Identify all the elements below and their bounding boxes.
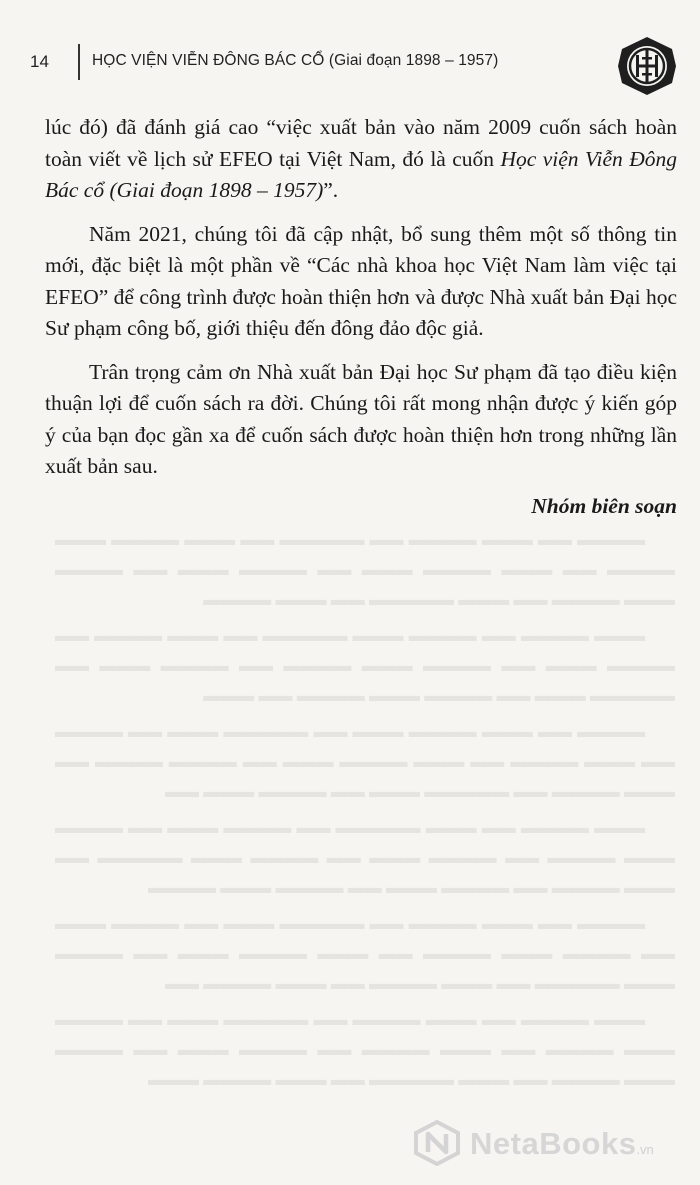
paragraph-1-end: ”. (323, 178, 339, 202)
watermark-brand-name: NetaBooks (470, 1126, 637, 1161)
paragraph-1-text: lúc đó) đã đánh giá cao “việc xuất bản vào năm 2009 cuốn sách hoàn toàn viết về lịch sử EFEO tại Việt Nam, đó là cuốn (45, 115, 677, 171)
paragraph-1 (45, 112, 677, 207)
book-title-citation: Học viện Viễn Đông Bác cổ (Giai đoạn 1898 – 1957) (45, 146, 677, 202)
site-watermark (412, 1118, 692, 1168)
efeo-emblem-icon (616, 35, 678, 97)
running-title: HỌC VIỆN VIỄN ĐÔNG BÁC CỔ (Giai đoạn 1898 – 1957) (92, 52, 499, 69)
paragraph-2: Năm 2021, chúng tôi đã cập nhật, bổ sung thêm một số thông tin mới, đặc biệt là một phần về “Các nhà khoa học Việt Nam làm việc tại EFEO” để công trình được hoàn thiện hơn và được Nhà xuất bản Đại học Sư phạm công bố, giới thiệu đến đông đảo độc giả. (45, 221, 677, 340)
header-divider (78, 44, 80, 80)
signature: Nhóm biên soạn (531, 493, 677, 518)
page-header (0, 0, 700, 100)
netabooks-logo-icon (412, 1120, 462, 1166)
page-number: 14 (30, 52, 49, 71)
bleed-through-texture: ▬▬▬▬ ▬▬ ▬▬▬ ▬▬▬▬ ▬▬ ▬▬▬▬▬ ▬▬ ▬▬▬ ▬▬▬▬ ▬▬▬ ▬▬▬▬ ▬▬ ▬▬▬ ▬▬▬▬ ▬▬▬ ▬▬ ▬▬▬▬ ▬▬▬ ▬▬ ▬▬▬▬ ▬▬▬ ▬▬▬▬ ▬▬ ▬▬▬ ▬▬▬▬▬ ▬▬ ▬▬▬ ▬▬▬▬ ▬▬▬ ▬▬▬▬ ▬▬ ▬▬▬▬ ▬▬▬ ▬▬▬▬▬ ▬▬ ▬▬▬ ▬▬▬▬ ▬▬ ▬▬▬▬ ▬▬▬ ▬▬ ▬▬▬▬ ▬▬▬ ▬▬▬▬ ▬▬ ▬▬▬▬ ▬▬▬ ▬▬ ▬▬▬▬▬ ▬▬▬ ▬▬ ▬▬▬▬ ▬▬▬ ▬▬▬▬ ▬▬ ▬▬▬ ▬▬▬▬ ▬▬ ▬▬▬ ▬▬▬▬ ▬▬▬ ▬▬ ▬▬▬▬▬ ▬▬▬ ▬▬ ▬▬▬▬ ▬▬ ▬▬▬ ▬▬▬▬ ▬▬ ▬▬▬ ▬▬▬▬ ▬▬▬ ▬▬ ▬▬▬▬ ▬▬▬▬ ▬▬ ▬▬▬ ▬▬▬▬ ▬▬ ▬▬▬▬▬ ▬▬▬ ▬▬ ▬▬▬▬ ▬▬▬ ▬▬ ▬▬▬ ▬▬▬▬ ▬▬ ▬▬▬ ▬▬▬▬▬ ▬▬ ▬▬▬▬ ▬▬▬ ▬▬ ▬▬▬▬ ▬▬▬ ▬▬▬▬ ▬▬ ▬▬▬▬ ▬▬▬ ▬▬ ▬▬▬▬ ▬▬▬ ▬▬▬▬▬ ▬▬ ▬▬▬ ▬▬▬▬ ▬▬ ▬▬▬▬ ▬▬▬ ▬▬ ▬▬▬▬ ▬▬▬ ▬▬▬▬ ▬▬▬▬ ▬▬ ▬▬▬ ▬▬▬▬ ▬▬ ▬▬▬▬▬ ▬▬▬ ▬▬ ▬▬▬▬ ▬▬▬ ▬▬ ▬▬▬▬ ▬▬▬ ▬▬▬▬ ▬▬ ▬▬▬ ▬▬▬▬ ▬▬▬ ▬▬ ▬▬▬▬ ▬▬▬ ▬▬▬▬▬ ▬▬ ▬▬▬ ▬▬▬▬ ▬▬ ▬▬▬ ▬▬▬▬ ▬▬ ▬▬▬ ▬▬▬▬ ▬▬ ▬▬▬ ▬▬▬▬ ▬▬ ▬▬▬▬▬ ▬▬▬ ▬▬ ▬▬▬▬ ▬▬▬ ▬▬▬▬ ▬▬ ▬▬▬ ▬▬▬▬ ▬▬ ▬▬▬▬ ▬▬▬ ▬▬ ▬▬▬▬ ▬▬▬ ▬▬▬▬ ▬▬ ▬▬▬ ▬▬▬▬▬ ▬▬ ▬▬▬ ▬▬▬▬ ▬▬▬ (55, 530, 675, 1089)
watermark-brand (470, 1126, 654, 1162)
watermark-suffix: .vn (636, 1142, 654, 1157)
paragraph-3: Trân trọng cảm ơn Nhà xuất bản Đại học Sư phạm đã tạo điều kiện thuận lợi để cuốn sách ra đời. Chúng tôi rất mong nhận được ý kiến góp ý của bạn đọc gần xa để cuốn sách được hoàn thiện hơn trong những lần xuất bản sau. (45, 359, 677, 478)
page-body (45, 112, 677, 522)
